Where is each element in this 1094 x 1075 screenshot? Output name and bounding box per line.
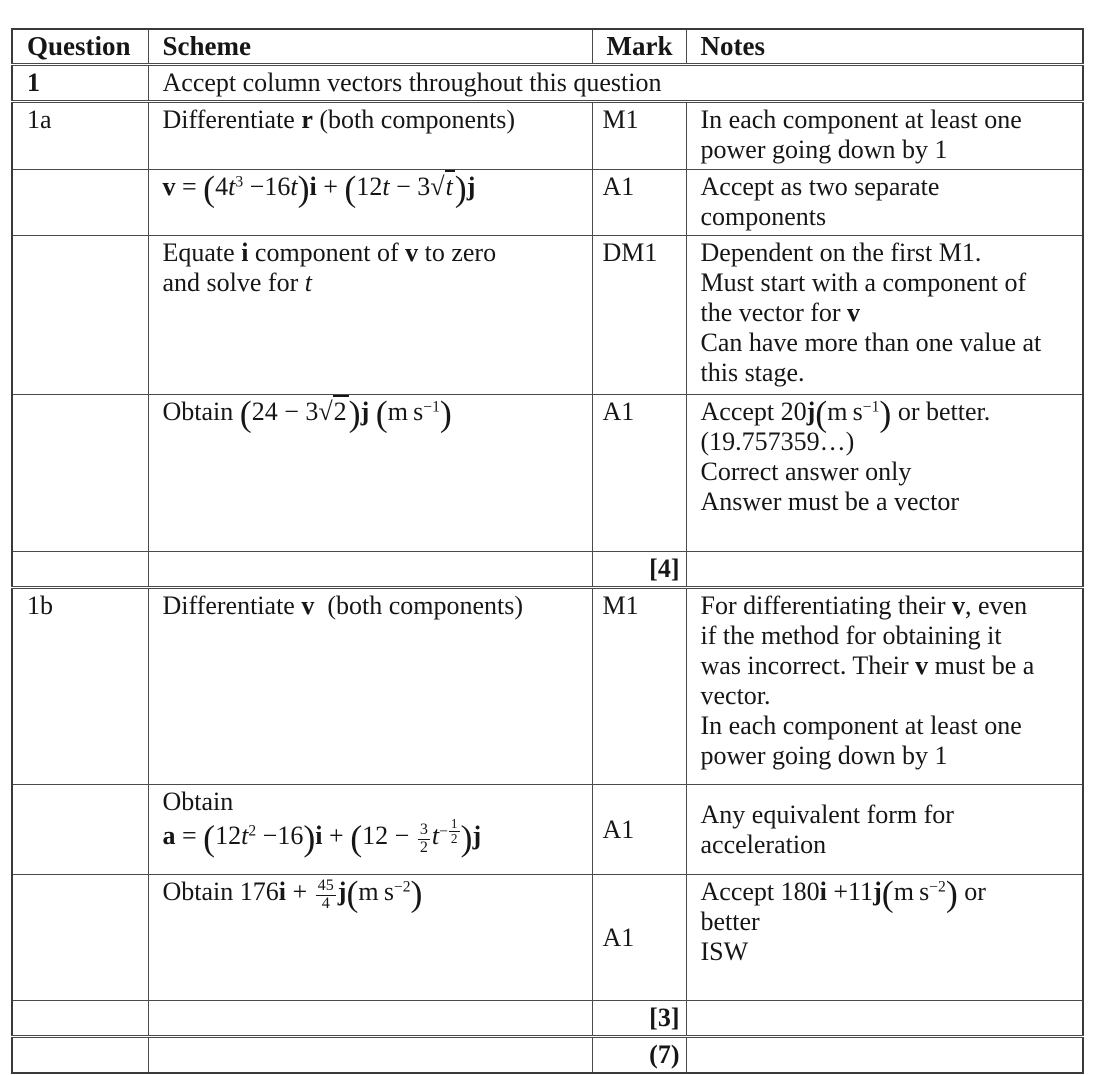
table-row	[12, 1001, 1083, 1037]
table-row	[12, 236, 1083, 395]
cell-question: 1b	[12, 588, 148, 785]
cell-notes: Accept as two separate components	[686, 170, 1083, 236]
cell-scheme	[148, 552, 592, 588]
cell-notes: For differentiating their v, even if the method for obtaining it was incorrect. Their v must be a vector. In each component at least one power going down by 1	[686, 588, 1083, 785]
cell-notes: Accept 20j(m $s^{-1}$) or better. (19.757359…) Correct answer only Answer must be a vector	[686, 395, 1083, 552]
header-notes: Notes	[686, 29, 1083, 65]
cell-notes: In each component at least one power going down by 1	[686, 102, 1083, 170]
cell-notes	[686, 1001, 1083, 1037]
cell-question	[12, 875, 148, 1001]
cell-mark: A1	[592, 170, 686, 236]
table-row	[12, 102, 1083, 170]
cell-scheme-merged: Accept column vectors throughout this question	[148, 65, 1083, 102]
mark-scheme-table	[11, 28, 1084, 1074]
cell-mark: M1	[592, 102, 686, 170]
cell-question: 1	[12, 65, 148, 102]
cell-mark-question-total: (7)	[592, 1037, 686, 1074]
cell-mark-subtotal: [3]	[592, 1001, 686, 1037]
table-row	[12, 785, 1083, 875]
table-row	[12, 875, 1083, 1001]
table-row	[12, 170, 1083, 236]
cell-mark: A1	[592, 395, 686, 552]
table-header-row	[12, 29, 1083, 65]
header-question: Question	[12, 29, 148, 65]
cell-mark: A1	[592, 875, 686, 1001]
cell-mark: A1	[592, 785, 686, 875]
cell-question: 1a	[12, 102, 148, 170]
cell-notes: Dependent on the first M1. Must start with a component of the vector for v Can have more than one value at this stage.	[686, 236, 1083, 395]
cell-mark: M1	[592, 588, 686, 785]
cell-scheme: Differentiate r (both components)	[148, 102, 592, 170]
cell-question	[12, 170, 148, 236]
cell-question	[12, 395, 148, 552]
cell-question	[12, 1001, 148, 1037]
cell-question	[12, 552, 148, 588]
cell-question	[12, 785, 148, 875]
cell-scheme: $v = (4t^3 -16t)i + (12t - 3√t)j$	[148, 170, 592, 236]
table-row	[12, 552, 1083, 588]
cell-notes: Any equivalent form for acceleration	[686, 785, 1083, 875]
table-row	[12, 588, 1083, 785]
cell-scheme: Obtain 176i + $\frac{45}{4}$ j(m $s^{-2}$)	[148, 875, 592, 1001]
header-scheme: Scheme	[148, 29, 592, 65]
table-row	[12, 395, 1083, 552]
cell-mark-subtotal: [4]	[592, 552, 686, 588]
cell-notes	[686, 1037, 1083, 1074]
cell-question	[12, 1037, 148, 1074]
mark-scheme-page	[11, 28, 1084, 1074]
cell-notes	[686, 552, 1083, 588]
table-row	[12, 65, 1083, 102]
cell-scheme: Obtain $a = (12t^2 -16)i + (12$ − $\frac{3}{2}$ $t^{- \frac{1}{2}}$ )j	[148, 785, 592, 875]
header-mark: Mark	[592, 29, 686, 65]
cell-question	[12, 236, 148, 395]
table-row	[12, 1037, 1083, 1074]
cell-scheme: Differentiate v (both components)	[148, 588, 592, 785]
cell-scheme	[148, 1001, 592, 1037]
cell-scheme: Equate i component of v to zero and solve for t	[148, 236, 592, 395]
cell-scheme	[148, 1037, 592, 1074]
cell-mark: DM1	[592, 236, 686, 395]
cell-scheme: Obtain (24 − 3√2)j (m $s^{-1}$)	[148, 395, 592, 552]
cell-notes: Accept 180i +11j(m $s^{-2}$) or better ISW	[686, 875, 1083, 1001]
